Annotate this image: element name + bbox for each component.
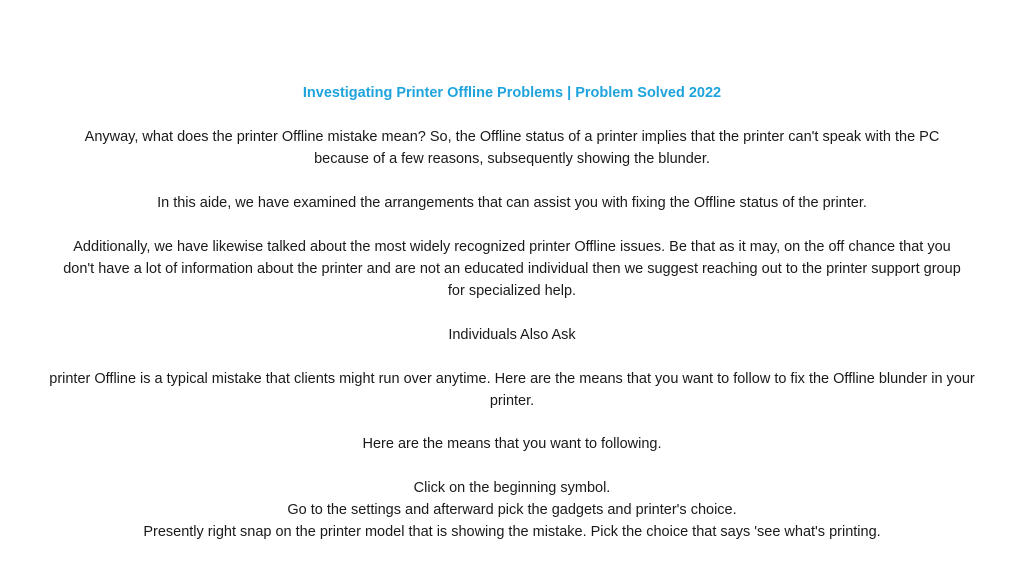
- paragraph-offline-mistake: printer Offline is a typical mistake that clients might run over anytime. Here are the means that you want to follow to fix the Offline blunder in your printer.: [49, 371, 975, 409]
- step-item: Presently right snap on the printer model that is showing the mistake. Pick the choice that says 'see what's printing.: [143, 524, 881, 540]
- step-item: Go to the settings and afterward pick the gadgets and printer's choice.: [287, 502, 737, 518]
- paragraph-means-intro: Here are the means that you want to following.: [362, 436, 662, 452]
- page-title: Investigating Printer Offline Problems | Problem Solved 2022: [302, 85, 722, 101]
- paragraph-additional: Additionally, we have likewise talked about the most widely recognized printer Offline issues. Be that as it may, on the off chance that you don't have a lot of information about the printer and are not an educated individual then we suggest reaching out to the printer support group for specialized help.: [63, 239, 961, 299]
- paragraph-intro: Anyway, what does the printer Offline mistake mean? So, the Offline status of a printer implies that the printer can't speak with the PC because of a few reasons, subsequently showing the blunder.: [84, 129, 940, 167]
- paragraph-guide: In this aide, we have examined the arrangements that can assist you with fixing the Offline status of the printer.: [157, 195, 867, 211]
- steps-list: [40, 477, 984, 543]
- step-item: Click on the beginning symbol.: [413, 480, 611, 496]
- section-heading-individuals-also-ask: Individuals Also Ask: [448, 327, 576, 343]
